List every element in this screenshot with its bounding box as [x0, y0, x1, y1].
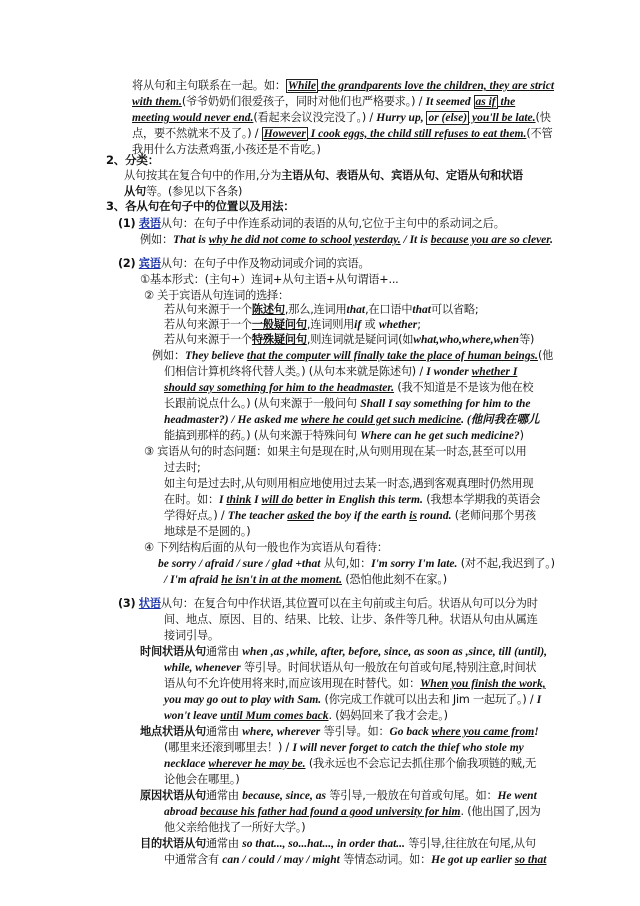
adverbial-clause-line: [118, 596, 538, 612]
example-en: he isn't in at the moment.: [221, 574, 342, 586]
example-en: He got up earlier: [431, 854, 515, 866]
example-en: I wonder: [426, 366, 472, 378]
intro-line-3: [132, 110, 551, 126]
example-en: It seemed: [425, 96, 474, 108]
tense-rule-line-1: ③ 宾语从句的时态问题：如果主句是现在时,从句则用现在某一时态,甚至可以用: [144, 445, 527, 458]
text: (对不起,我迟到了。): [457, 557, 555, 570]
example-en: the boy if the earth: [314, 510, 410, 522]
conjunction-box: While: [287, 80, 316, 92]
example-en: / I'm afraid: [164, 574, 222, 586]
text: 陈述句: [251, 303, 285, 316]
text: 例如：: [152, 349, 185, 362]
text: 们相信计算机终将代替人类。) (从句本来就是陈述句) /: [164, 365, 427, 378]
text: 等引导,一般放在句首或句尾。如：: [325, 789, 498, 802]
tense-example-line-1: [164, 492, 540, 508]
example-en: that: [346, 304, 366, 316]
example-en: where you came from: [431, 726, 535, 738]
example-en: be sorry / afraid / sure / glad +that: [158, 558, 321, 570]
text: (不管: [526, 127, 553, 140]
item-number: (3): [118, 597, 136, 610]
example-en: you may go out to play with Sam.: [164, 694, 322, 706]
example-en: you'll be late.: [469, 112, 536, 124]
example-en: whether I: [471, 366, 518, 378]
text: 特殊疑问句: [251, 333, 307, 346]
text: (爷爷奶奶们很爱孩子，同时对他们也严格要求。) /: [181, 95, 426, 108]
structure-example-line-2: [164, 572, 447, 588]
example-en: where he could get such medicine: [301, 414, 462, 426]
example-en: what,who,where,when: [413, 334, 520, 346]
example-en: can / could / may / might: [222, 854, 340, 866]
example-en: will do: [261, 494, 294, 506]
text: ,连词则用: [306, 318, 355, 331]
text: 例如：: [140, 233, 173, 246]
example-en: whether: [378, 319, 418, 331]
predicative-clause-line: [118, 216, 505, 232]
text: 从句：在句子中作及物动词或介词的宾语。: [160, 257, 370, 270]
text: 从句: [124, 185, 146, 198]
text: 点，要不然就来不及了。) /: [132, 127, 262, 140]
example-en: why he did not come to school yesterday.: [208, 234, 401, 246]
example-en: round.: [416, 510, 452, 522]
example-en: that: [412, 304, 431, 316]
example-en: when ,as ,while, after, before, since, as soon as ,since, till (until),: [242, 646, 548, 658]
text: 中通常含有: [164, 853, 223, 866]
conjunction-box: or (else): [428, 112, 468, 124]
text: (快: [535, 111, 551, 124]
text: 从句：在句子中作连系动词的表语的从句,它位于主句中的系动词之后。: [160, 217, 505, 230]
example-en: He went: [497, 790, 537, 802]
example-en: the: [497, 96, 516, 108]
text: . (妈妈回来了我才会走。): [328, 709, 448, 722]
text: 通常由: [205, 789, 243, 802]
intro-line-2: [132, 94, 515, 110]
example-en: with them.: [132, 96, 182, 108]
text: (看起来会议没完没了。) /: [253, 111, 377, 124]
text: 若从句来源于一个: [164, 333, 252, 346]
intro-line-5: [132, 142, 321, 158]
place-clause-line-2: [164, 740, 524, 756]
text: 时间状语从句: [140, 645, 206, 658]
text: 长跟前说点什么。) (从句来源于一般问句: [164, 397, 361, 410]
example-en: I: [218, 494, 227, 506]
text: 可以省略;: [430, 303, 479, 316]
term-link[interactable]: 宾语: [138, 257, 161, 270]
time-clause-line-2: [164, 660, 536, 676]
object-clause-line: [118, 256, 370, 272]
tense-example-line-2: [164, 508, 536, 524]
text: 等): [519, 333, 535, 346]
text: 目的状语从句: [140, 837, 206, 850]
example-en: think: [226, 494, 252, 506]
text: 等。(参见以下各条): [145, 185, 243, 198]
example-en: meeting would never end.: [132, 112, 254, 124]
example-en: where, wherever: [242, 726, 321, 738]
adverbial-line-2: 间、地点、原因、目的、结果、比较、让步、条件等几种。状语从句由从属连: [164, 613, 538, 626]
text: ;: [417, 318, 421, 331]
text: ,则连词就是疑问词(如: [306, 333, 414, 346]
text: 等引导。时间状语从句一般放在句首或句尾,特别注意,时间状: [240, 661, 537, 674]
time-clause-line-4: [164, 692, 541, 708]
example-en: I cook eggs, the child still refuses to eat them.: [307, 128, 527, 140]
object-choice-heading: ② 关于宾语从句连词的选择：: [144, 289, 290, 302]
tense-example-line-3: 地球是不是圆的。): [164, 525, 251, 538]
text: 地点状语从句: [140, 725, 206, 738]
text: 一般疑问句: [251, 318, 307, 331]
time-clause-line-1: [140, 644, 547, 660]
text: 从句按其在复合句中的作用,分为: [124, 169, 282, 182]
example-en: I will never forget to catch the thief who stole my: [292, 742, 524, 754]
text: 等引导。如：: [320, 725, 390, 738]
section-2-line-1: [124, 168, 523, 184]
object-example-line-5: [164, 412, 540, 428]
text: (恐怕他此刻不在家。): [341, 573, 447, 586]
text: 若从句来源于一个: [164, 303, 252, 316]
example-en: that the computer will finally take the place of human beings.: [246, 350, 538, 362]
text: 主语从句、表语从句、宾语从句、定语从句和状语: [281, 169, 523, 182]
cause-clause-line-3: 他父亲给他找了一所好大学。): [164, 821, 306, 834]
text: 从句：在复合句中作状语,其位置可以在主句前或主句后。状语从句可以分为时: [160, 597, 538, 610]
example-en: I: [536, 694, 542, 706]
example-en: won't leave: [164, 710, 221, 722]
text: 通常由: [205, 725, 243, 738]
example-en: . (他问我在哪儿: [461, 414, 540, 426]
example-en: Hurry up,: [376, 112, 427, 124]
object-example-line-6: [164, 428, 524, 444]
example-en: Go back: [389, 726, 432, 738]
text: (老师问那个男孩: [451, 509, 536, 522]
text: 等引导,往往放在句尾,从句: [404, 837, 536, 850]
text: 若从句来源于一个: [164, 318, 252, 331]
text: 能搞到那样的药。) (从句来源于特殊问句: [164, 429, 361, 442]
text: (你完成工作就可以出去和 Jim 一起玩了。) /: [321, 693, 537, 706]
item-number: (1): [118, 217, 136, 230]
cause-clause-line-1: [140, 788, 537, 804]
text: 等情态动词。如：: [339, 853, 432, 866]
text: (他: [537, 349, 554, 362]
example-en: better in English this term.: [293, 494, 423, 506]
text: 原因状语从句: [140, 789, 206, 802]
rule-line-3: [164, 332, 534, 348]
term-link[interactable]: 状语: [138, 597, 161, 610]
purpose-clause-line-1: [140, 836, 536, 852]
place-clause-line-3: [164, 756, 536, 772]
example-en: I'm sorry I'm late.: [371, 558, 458, 570]
example-en: Shall I say something for him to the: [360, 398, 531, 410]
intro-line-4: [132, 126, 553, 142]
text: 语从句不允许使用将来时,而应该用现在时替代。如：: [164, 677, 421, 690]
text: 或: [361, 318, 379, 331]
example-en: Where can he get such medicine?: [360, 430, 520, 442]
term-link[interactable]: 表语: [138, 217, 161, 230]
text: ,那么,连词用: [284, 303, 347, 316]
predicative-example: [140, 232, 553, 248]
object-example-line-3: [164, 380, 533, 396]
adverbial-line-3: 接词引导。: [164, 629, 219, 642]
example-en: .: [550, 234, 554, 246]
text: (哪里来还滚到哪里去！) /: [164, 741, 293, 754]
example-en: is: [409, 510, 417, 522]
tense-rule-line-2: 过去时;: [164, 461, 201, 474]
text: 通常由: [205, 837, 243, 850]
conjunction-box: However: [263, 128, 306, 140]
example-en: When you finish the work,: [420, 678, 546, 690]
example-en: the grandparents love the children, they are strict: [317, 80, 555, 92]
tense-rule-line-3: 如主句是过去时,从句则用相应地使用过去某一时态,遇到客观真理时仍然用现: [164, 477, 534, 490]
example-en: / It is: [400, 234, 431, 246]
text: 通常由: [205, 645, 243, 658]
example-en: necklace: [164, 758, 209, 770]
example-en: so that: [514, 854, 547, 866]
place-clause-line-4: 论他会在哪里。): [164, 773, 240, 786]
example-en: because, since, as: [242, 790, 326, 802]
example-en: because you are so clever: [430, 234, 551, 246]
text: 在时。如：: [164, 493, 219, 506]
example-en: so that..., so...hat..., in order that...: [242, 838, 405, 850]
example-en: That is: [172, 234, 209, 246]
example-en: They believe: [184, 350, 247, 362]
example-en: if: [354, 319, 362, 331]
rule-line-1: [164, 302, 478, 318]
text: 从句,如：: [320, 557, 372, 570]
example-en: wherever he may be.: [208, 758, 306, 770]
rule-line-2: [164, 317, 421, 333]
text: ,在口语中: [365, 303, 413, 316]
cause-clause-line-2: [164, 804, 541, 820]
purpose-clause-line-2: [164, 852, 546, 868]
item-number: (2): [118, 257, 136, 270]
example-en: !: [534, 726, 539, 738]
structure-rule-line: ④ 下列结构后面的从句一般也作为宾语从句看待：: [144, 541, 388, 554]
text: (我永远也不会忘记去抓住那个偷我项链的贼,无: [305, 757, 537, 770]
example-en: headmaster?) / He asked me: [164, 414, 302, 426]
conjunction-box: as if: [475, 96, 496, 108]
section-heading-2: 2、分类：: [106, 153, 160, 167]
example-en: asked: [287, 510, 315, 522]
time-clause-line-3: [164, 676, 546, 692]
example-en: should say something for him to the headmaster.: [164, 382, 395, 394]
text: 我用什么方法煮鸡蛋,小孩还是不肯吃。): [132, 143, 321, 156]
text: 学得好点。) /: [164, 509, 228, 522]
object-example-line-4: [164, 396, 531, 412]
example-en: because his father had found a good university for him: [200, 806, 461, 818]
object-example-line-2: [164, 364, 517, 380]
place-clause-line-1: [140, 724, 539, 740]
structure-example-line-1: [158, 556, 555, 572]
text: . (他出国了,因为: [460, 805, 541, 818]
example-en: until Mum comes back: [220, 710, 329, 722]
example-en: I: [251, 494, 262, 506]
example-en: while, whenever: [164, 662, 241, 674]
object-example-line-1: [152, 348, 553, 364]
time-clause-line-5: [164, 708, 448, 724]
intro-line-1: [132, 78, 554, 94]
text: (我不知道是不是该为他在校: [394, 381, 534, 394]
example-en: abroad: [164, 806, 201, 818]
text: 将从句和主句联系在一起。如：: [132, 79, 286, 92]
text: ): [519, 429, 524, 442]
section-heading-3: 3、各从句在句子中的位置以及用法：: [106, 199, 295, 213]
example-en: The teacher: [227, 510, 288, 522]
text: (我想本学期我的英语会: [422, 493, 541, 506]
object-basic-form: ①基本形式：(主句+）连词+从句主语+从句谓语+...: [140, 273, 399, 286]
